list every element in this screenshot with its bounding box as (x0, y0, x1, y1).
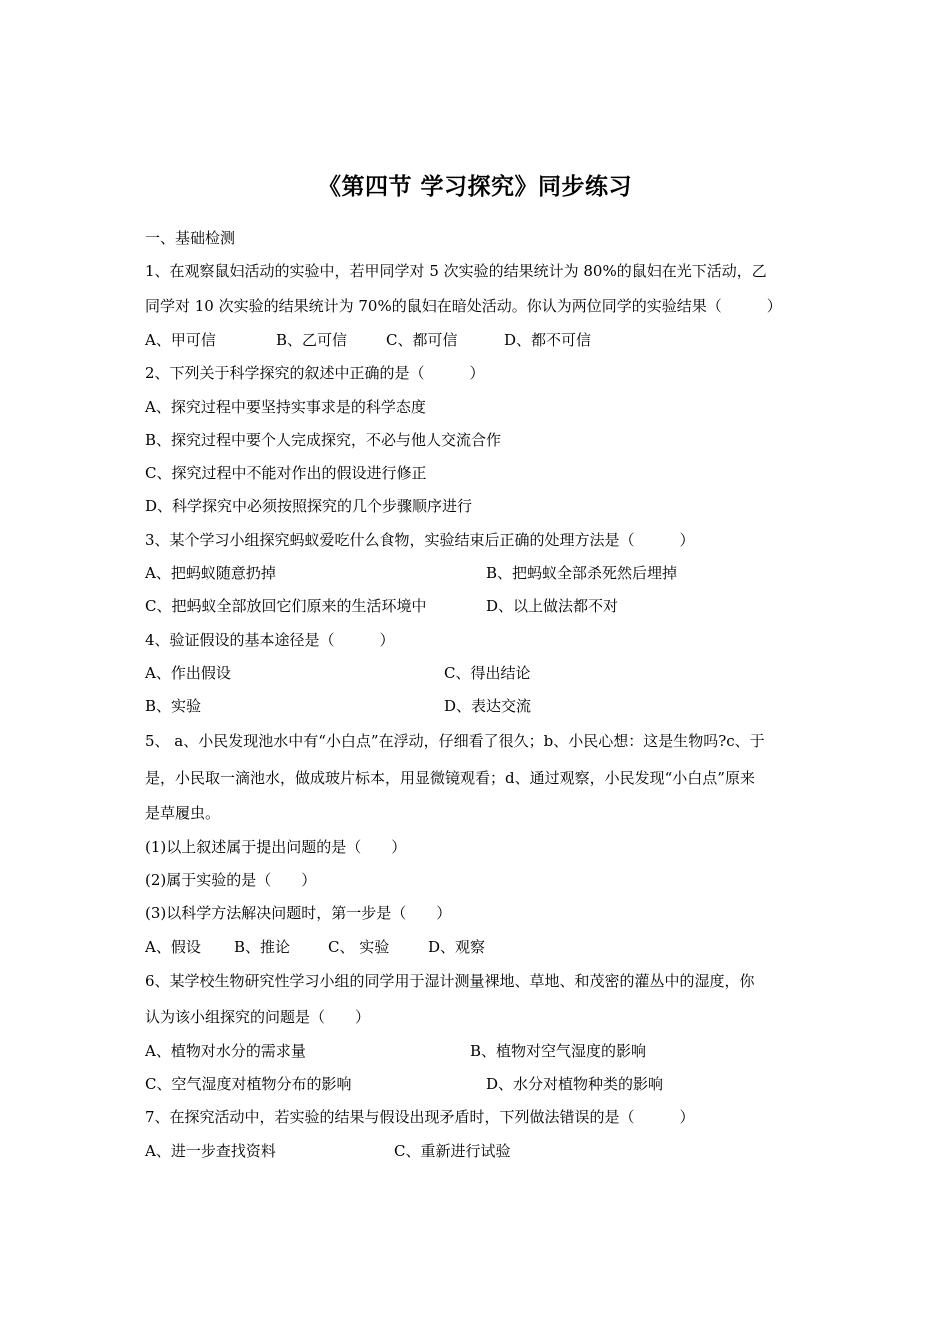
q2-option-a: A、探究过程中要坚持实事求是的科学态度 (145, 398, 426, 416)
q5-option-d: D、观察 (428, 938, 486, 956)
q7-stem: 7、在探究活动中，若实验的结果与假设出现矛盾时，下列做法错误的是（ ） (145, 1108, 695, 1126)
q5-sub-question-2: (2)属于实验的是（ ） (145, 871, 317, 889)
q1-option-a: A、甲可信 (145, 331, 216, 349)
section-heading: 一、基础检测 (145, 229, 236, 247)
q5-sub-question-1: (1)以上叙述属于提出问题的是（ ） (145, 838, 407, 856)
q1-option-d: D、都不可信 (504, 331, 592, 349)
q4-option-c: C、得出结论 (444, 664, 531, 682)
q3-stem: 3、某个学习小组探究蚂蚁爱吃什么食物，实验结束后正确的处理方法是（ ） (145, 531, 695, 549)
q4-option-b: B、实验 (145, 697, 202, 715)
q4-stem: 4、验证假设的基本途径是（ ） (145, 631, 395, 649)
q4-option-d: D、表达交流 (444, 697, 532, 715)
q5-option-c: C、 实验 (328, 938, 390, 956)
q2-option-b: B、探究过程中要个人完成探究，不必与他人交流合作 (145, 431, 502, 449)
q6-option-a: A、植物对水分的需求量 (145, 1042, 306, 1060)
q2-option-d: D、科学探究中必须按照探究的几个步骤顺序进行 (145, 497, 473, 515)
q2-option-c: C、探究过程中不能对作出的假设进行修正 (145, 464, 427, 482)
q5-option-a: A、假设 (145, 938, 201, 956)
q5-option-b: B、推论 (234, 938, 291, 956)
q7-option-c: C、重新进行试验 (394, 1142, 511, 1160)
q6-stem-line2: 认为该小组探究的问题是（ ） (145, 1008, 371, 1026)
q2-stem: 2、下列关于科学探究的叙述中正确的是（ ） (145, 364, 485, 382)
q4-option-a: A、作出假设 (145, 664, 231, 682)
q1-stem-line2: 同学对 10 次实验的结果统计为 70%的鼠妇在暗处活动。你认为两位同学的实验结果（ ） (145, 297, 782, 315)
q5-stem-line3: 是草履虫。 (145, 804, 221, 822)
page-title: 《第四节 学习探究》同步练习 (317, 174, 632, 200)
q1-option-c: C、都可信 (386, 331, 458, 349)
q6-option-c: C、空气湿度对植物分布的影响 (145, 1075, 352, 1093)
q5-sub-question-3: (3)以科学方法解决问题时，第一步是（ ） (145, 904, 452, 922)
q3-option-a: A、把蚂蚁随意扔掉 (145, 564, 276, 582)
q6-option-b: B、植物对空气湿度的影响 (470, 1042, 647, 1060)
q6-stem-line1: 6、某学校生物研究性学习小组的同学用于湿计测量裸地、草地、和茂密的灌丛中的湿度，你 (145, 972, 755, 990)
q1-stem-line1: 1、在观察鼠妇活动的实验中，若甲同学对 5 次实验的结果统计为 80%的鼠妇在光下活动，乙 (145, 262, 767, 280)
q7-option-a: A、进一步查找资料 (145, 1142, 276, 1160)
q3-option-c: C、把蚂蚁全部放回它们原来的生活环境中 (145, 597, 427, 615)
q5-stem-line2: 是，小民取一滴池水，做成玻片标本，用显微镜观看；d、通过观察，小民发现“小白点”原来 (145, 769, 755, 787)
q3-option-d: D、以上做法都不对 (486, 597, 619, 615)
q6-option-d: D、水分对植物种类的影响 (486, 1075, 664, 1093)
q1-option-b: B、乙可信 (276, 331, 348, 349)
q5-stem-line1: 5、 a、小民发现池水中有“小白点”在浮动，仔细看了很久；b、小民心想：这是生物吗?c、于 (145, 732, 765, 750)
q3-option-b: B、把蚂蚁全部杀死然后埋掉 (486, 564, 678, 582)
